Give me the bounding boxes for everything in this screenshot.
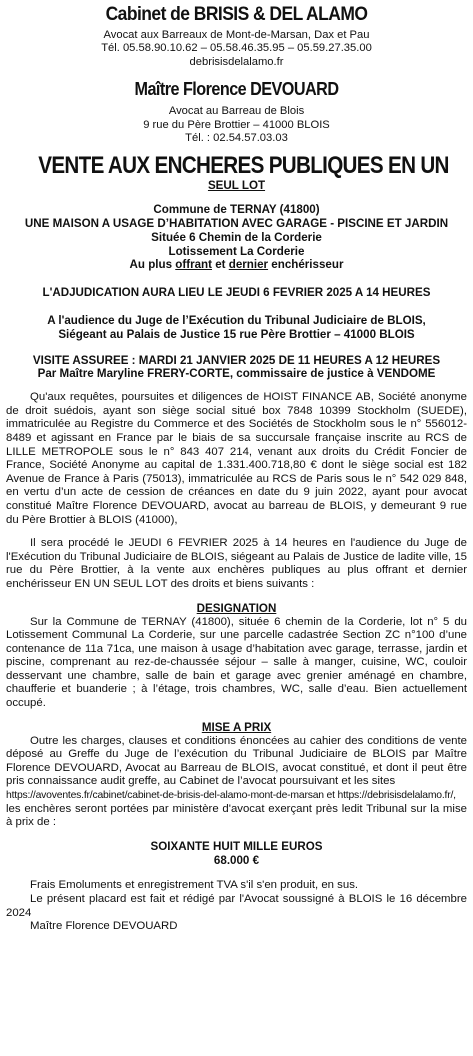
visit-info bbox=[6, 354, 467, 382]
lawyer-address: 9 rue du Père Brottier – 41000 BLOIS bbox=[143, 118, 330, 131]
lawyer-header bbox=[6, 79, 467, 145]
bid-prefix: Au plus bbox=[129, 258, 176, 272]
page-title: VENTE AUX ENCHERES PUBLIQUES EN UN bbox=[38, 152, 449, 180]
firm-name: Cabinet de BRISIS & DEL ALAMO bbox=[105, 4, 368, 25]
bid-dernier: dernier bbox=[228, 258, 269, 272]
lawyer-bar: Avocat au Barreau de Blois bbox=[168, 105, 305, 118]
visit-line1: VISITE ASSUREE : MARDI 21 JANVIER 2025 DE 11 HEURES A 12 HEURES bbox=[32, 353, 441, 367]
property-description: UNE MAISON A USAGE D’HABITATION AVEC GARAGE - PISCINE ET JARDIN bbox=[24, 217, 449, 231]
audience-line2: Siégeant au Palais de Justice 15 rue Père Brottier – 41000 BLOIS bbox=[58, 327, 415, 341]
fees-note: Frais Emoluments et enregistrement TVA s'il s'en produit, en sus. bbox=[30, 879, 359, 892]
property-bid-terms bbox=[6, 258, 467, 272]
lawyer-phone: Tél. : 02.54.57.03.03 bbox=[185, 132, 288, 145]
mise-a-prix-text2: les enchères seront portées par ministère d'avocat exerçant près ledit Tribunal sur la mise à prix de : bbox=[6, 802, 467, 829]
bid-offrant: offrant bbox=[175, 258, 212, 272]
property-address: Située 6 Chemin de la Corderie bbox=[151, 230, 322, 244]
designation-title: DESIGNATION bbox=[196, 601, 277, 615]
firm-bars: Avocat aux Barreaux de Mont-de-Marsan, Dax et Pau bbox=[103, 29, 370, 41]
mise-a-prix-text: Outre les charges, clauses et conditions énoncées au cahier des conditions de vente déposé au Greffe du Juge de l’exécution du Tribunal Judiciaire de BLOIS par Maître Florence DEVOUARD, Avocat au Barreau de BLOIS, avocat constitué, et dont il peut être pris connaissance audit greffe, au Cabinet de l’avocat poursuivant et les sites bbox=[6, 734, 467, 788]
price-amount: 68.000 € bbox=[213, 853, 260, 867]
bid-mid: et bbox=[211, 258, 229, 272]
adjudication-date: L'ADJUDICATION AURA LIEU LE JEUDI 6 FEVRIER 2025 A 14 HEURES bbox=[42, 286, 431, 300]
audience-info bbox=[6, 314, 467, 342]
mise-a-prix-title: MISE A PRIX bbox=[201, 720, 272, 734]
price bbox=[6, 840, 467, 868]
designation-text: Sur la Commune de TERNAY (41800), située 6 chemin de la Corderie, lot n° 5 du Lotissement Communal La Corderie, sur une parcelle cadastrée Section ZC n°100 d’une contenance de 11a 71ca, une maison à usage d’habitation avec garage, terrasse, jardin et piscine, comprenant au rez-de-chaussée séjour – salle à manger, cuisine, WC, couloir desservant une chambre, salle de bain et garage avec grenier aménagé en chambre, chaufferie et buanderie ; à l’étage, trois chambres, WC, salle d’eau. Bien actuellement occupé. bbox=[6, 615, 467, 710]
firm-website: debrisisdelalamo.fr bbox=[189, 55, 284, 68]
price-words: SOIXANTE HUIT MILLE EUROS bbox=[150, 839, 323, 853]
lawyer-name: Maître Florence DEVOUARD bbox=[134, 79, 339, 100]
signature: Maître Florence DEVOUARD bbox=[30, 920, 178, 933]
audience-line1: A l'audience du Juge de l’Exécution du Tribunal Judiciaire de BLOIS, bbox=[47, 314, 426, 328]
page-subtitle: SEUL LOT bbox=[207, 179, 266, 193]
firm-header bbox=[6, 4, 467, 69]
property-commune: Commune de TERNAY (41800) bbox=[153, 203, 320, 217]
firm-phones: Tél. 05.58.90.10.62 – 05.58.46.35.95 – 05.59.27.35.00 bbox=[101, 42, 372, 55]
sale-title bbox=[6, 153, 467, 193]
sale-paragraph: Il sera procédé le JEUDI 6 FEVRIER 2025 à 14 heures en l'audience du Juge de l'Exécution du Tribunal Judiciaire de BLOIS, siégeant au Palais de Justice de ladite ville, 15 rue du Père Brottier, à la vente aux enchères publiques au plus offrant et dernier enchérisseur EN UN SEUL LOT des droits et biens suivants : bbox=[6, 537, 467, 590]
mise-a-prix-urls: https://avoventes.fr/cabinet/cabinet-de-brisis-del-alamo-mont-de-marsan et https://debrisisdelalamo.fr/, bbox=[6, 790, 456, 802]
property-lotissement: Lotissement La Corderie bbox=[168, 244, 305, 258]
visit-line2: Par Maître Maryline FRERY-CORTE, commissaire de justice à VENDOME bbox=[37, 367, 436, 381]
property-summary bbox=[6, 203, 467, 272]
creditor-paragraph: Qu'aux requêtes, poursuites et diligences de HOIST FINANCE AB, Société anonyme de droit suédois, ayant son siège social situé box 7848 10399 Stockholm (SUEDE), immatriculée au Registre du Commerce et des Sociétés de Stockholm sous le n° 556012-8489 et agissant en France par le biais de sa succursale française inscrite au RCS de LILLE METROPOLE sous le n° 843 407 214, venant aux droits du Crédit Foncier de France, Société Anonyme au capital de 1.331.400.718,80 € dont le siège social est 182 Avenue de France à Paris (75013), immatriculée au RCS de Paris sous le n° 542 029 848, en vertu d’un acte de cession de créances en date du 9 juin 2022, ayant pour avocat constitué Maître Florence DEVOUARD, avocat au barreau de BLOIS, y demeurant 9 rue du Père Brottier à BLOIS (41000), bbox=[6, 391, 467, 526]
bid-suffix: enchérisseur bbox=[268, 258, 344, 272]
placard-note: Le présent placard est fait et rédigé par l'Avocat soussigné à BLOIS le 16 décembre 2024 bbox=[6, 893, 467, 919]
